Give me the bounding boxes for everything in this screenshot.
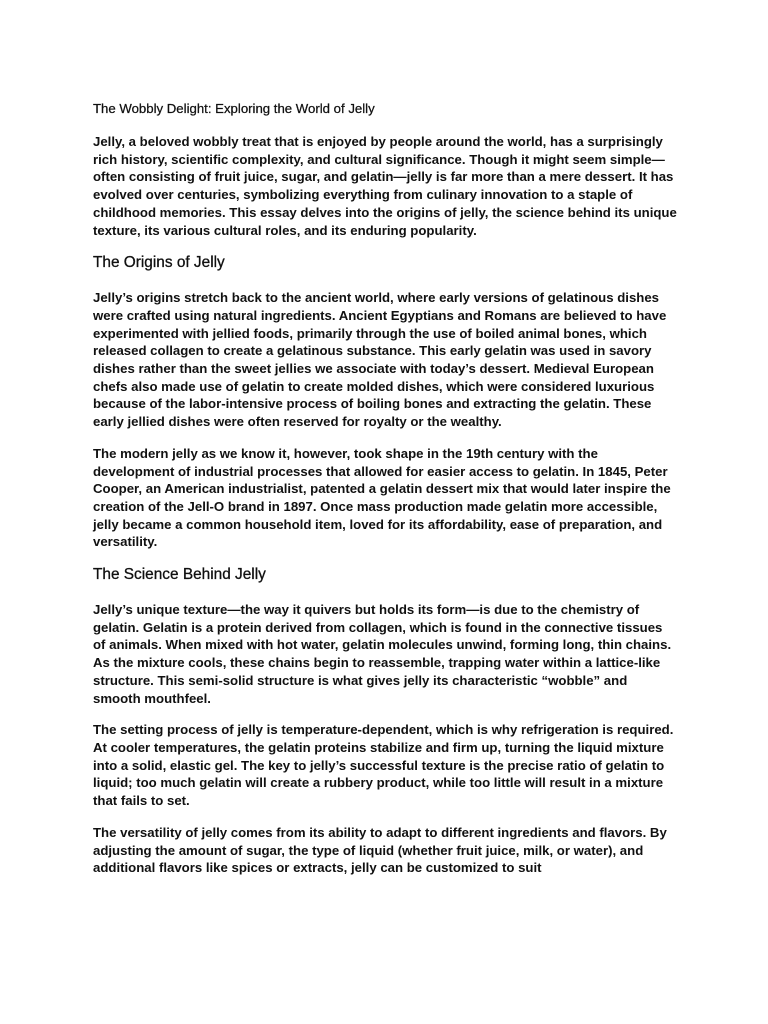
science-paragraph-1: Jelly’s unique texture—the way it quivers but holds its form—is due to the chemistry of gelatin. Gelatin is a protein derived from collagen, which is found in the connective tissues of animals. When mixed with hot water, gelatin molecules unwind, forming long, thin chains. As the mixture cools, these chains begin to reassemble, trapping water within a lattice-like structure. This semi-solid structure is what gives jelly its characteristic “wobble” and smooth mouthfeel. bbox=[93, 602, 672, 706]
document-page bbox=[93, 100, 678, 877]
origins-paragraph-2: The modern jelly as we know it, however, took shape in the 19th century with the development of industrial processes that allowed for easier access to gelatin. In 1845, Peter Cooper, an American industrialist, patented a gelatin dessert mix that would later inspire the creation of the Jell-O brand in 1897. Once mass production made gelatin more accessible, jelly became a common household item, loved for its affordability, ease of preparation, and versatility. bbox=[93, 445, 671, 550]
document-title: The Wobbly Delight: Exploring the World of Jelly bbox=[93, 101, 375, 116]
section-origins bbox=[93, 253, 678, 551]
section-science bbox=[93, 565, 678, 877]
section-heading-origins: The Origins of Jelly bbox=[93, 254, 225, 272]
origins-paragraph-1: Jelly’s origins stretch back to the ancient world, where early versions of gelatinous dishes were crafted using natural ingredients. Ancient Egyptians and Romans are believed to have experimented with jellied foods, primarily through the use of boiled animal bones, which released collagen to create a gelatinous substance. This early gelatin was used in savory dishes rather than the sweet jellies we associate with today’s dessert. Medieval European chefs also made use of gelatin to create molded dishes, which were considered luxurious because of the labor-intensive process of boiling bones and extracting the gelatin. These early jellied dishes were often reserved for royalty or the wealthy. bbox=[93, 290, 667, 430]
science-paragraph-2: The setting process of jelly is temperature-dependent, which is why refrigeration is required. At cooler temperatures, the gelatin proteins stabilize and firm up, turning the liquid mixture into a solid, elastic gel. The key to jelly’s successful texture is the precise ratio of gelatin to liquid; too much gelatin will create a rubbery product, while too little will result in a mixture that fails to set. bbox=[93, 722, 674, 809]
science-paragraph-3: The versatility of jelly comes from its ability to adapt to different ingredients and flavors. By adjusting the amount of sugar, the type of liquid (whether fruit juice, milk, or water), and additional flavors like spices or extracts, jelly can be customized to suit bbox=[93, 824, 667, 876]
section-heading-science: The Science Behind Jelly bbox=[93, 566, 266, 584]
intro-paragraph: Jelly, a beloved wobbly treat that is enjoyed by people around the world, has a surprisingly rich history, scientific complexity, and cultural significance. Though it might seem simple—often consisting of fruit juice, sugar, and gelatin—jelly is far more than a mere dessert. It has evolved over centuries, symbolizing everything from culinary innovation to a staple of childhood memories. This essay delves into the origins of jelly, the science behind its unique texture, its various cultural roles, and its enduring popularity. bbox=[93, 134, 677, 238]
